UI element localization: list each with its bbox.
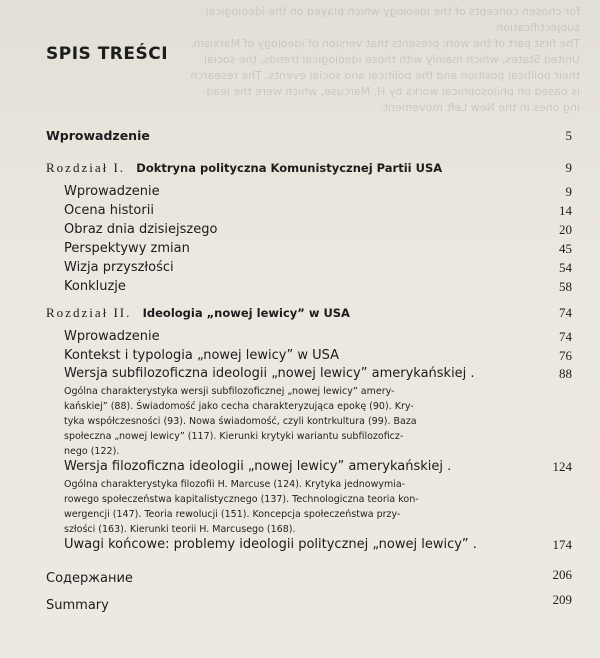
chapter-2-heading: Rozdział II. Ideologia „nowej lewicy” w USA [46,305,350,320]
page-number: 14 [559,203,572,218]
toc-subentry: Uwagi końcowe: problemy ideologii politycznej „nowej lewicy” . [64,537,477,552]
page-number: 74 [559,305,572,320]
toc-subentry: Wersja filozoficzna ideologii „nowej lewicy” amerykańskiej . [64,459,452,474]
toc-subentry: Obraz dnia dzisiejszego [64,222,218,237]
page-number: 206 [552,567,572,582]
page-number: 174 [552,537,572,552]
toc-subentry: Wersja subfilozoficzna ideologii „nowej lewicy” amerykańskiej . [64,366,475,381]
page-number: 45 [559,241,572,256]
subsection-description: Ogólna charakterystyka wersji subfilozoficznej „nowej lewicy” amery- kańskiej” (88). Świadomość jako cecha charakteryzująca epokę (90). Kry- tyka współczesności (93). Nowa świadomość, czyli kontrkultura (99). Baza społeczna „nowej lewicy” (117). Kierunki krytyki wariantu subfilozoficz- nego (122). [64,386,417,457]
chapter-1-heading: Rozdział I. Doktryna polityczna Komunistycznej Partii USA [46,160,443,175]
bleed-through-text: for chosen concepts of the ideology which played on the ideological subjectification. The first part of the work presents that version of ideology of Marxism. United States, which mainly with those ideological trends, the social their political position and the political and social events. The research is based on philosophical works by H. Marcuse, which were the lead- ing ones in the New Left movement. [190,5,580,114]
toc-subentry: Konkluzje [64,279,126,294]
page-number: 9 [565,184,572,199]
toc-subentry: Ocena historii [64,203,154,218]
toc-subentry: Perspektywy zmian [64,241,190,256]
page-number: 5 [565,128,572,143]
page-number: 58 [559,279,572,294]
page-number: 74 [559,329,572,344]
toc-entry-introduction: Wprowadzenie [46,128,150,143]
toc-subentry: Wizja przyszłości [64,260,174,275]
subsection-description: Ogólna charakterystyka filozofii H. Marcuse (124). Krytyka jednowymia- rowego społeczeństwa kapitalistycznego (137). Technologiczna teoria kon- wergencji (147). Teoria rewolucji (151). Koncepcja społeczeństwa przy- szłości (163). Kierunki teorii H. Marcusego (168). [64,479,419,535]
page-number: 209 [552,592,572,607]
toc-entry-contents-russian: Содержание [46,571,133,586]
page-number: 9 [565,160,572,175]
page-number: 76 [559,348,572,363]
page-number: 124 [552,459,572,474]
toc-subentry: Wprowadzenie [64,329,160,344]
toc-subentry: Wprowadzenie [64,184,160,199]
page-number: 20 [559,222,572,237]
toc-subentry: Kontekst i typologia „nowej lewicy” w USA [64,348,340,363]
page-number: 54 [559,260,572,275]
page-number: 88 [559,366,572,381]
page-title: SPIS TREŚCI [46,44,169,64]
toc-entry-summary: Summary [46,598,109,613]
